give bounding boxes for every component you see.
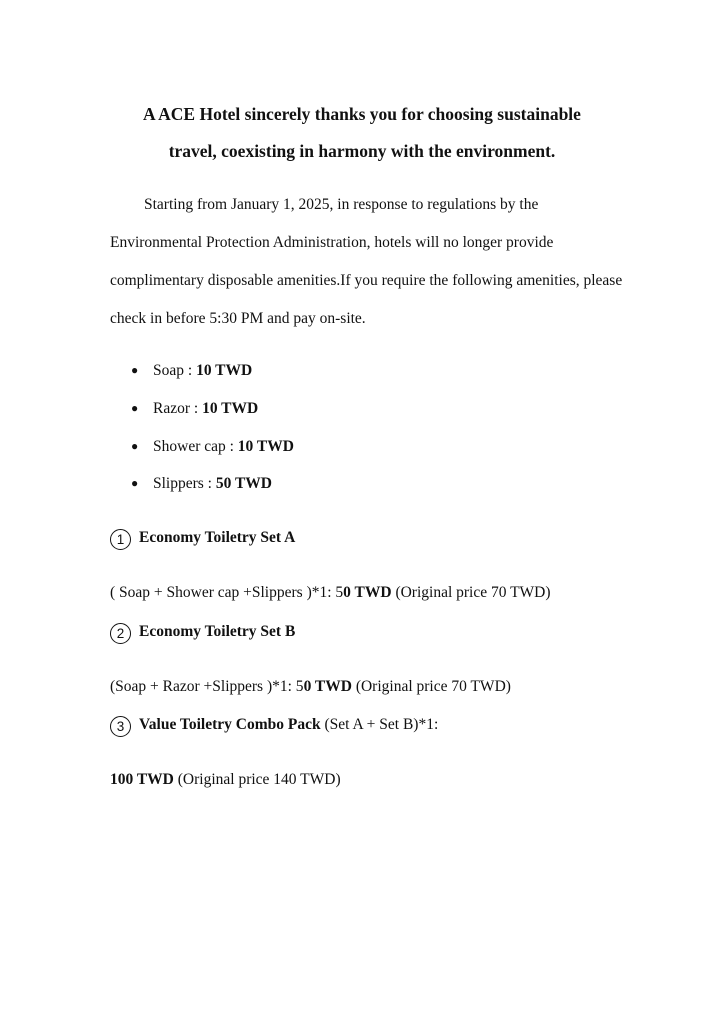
bullet-icon: ●	[131, 476, 139, 490]
amenity-name: Soap :	[153, 362, 193, 379]
set-a-price: 0 TWD	[343, 584, 392, 601]
intro-paragraph: Starting from January 1, 2025, in response to regulations by the Environmental Protection Administration, hotels will no longer provide complimentary disposable amenities.If you require the following amenities, please check in before 5:30 PM and pay on-site.	[110, 196, 623, 327]
combo-title: Value Toiletry Combo Pack	[139, 716, 321, 733]
amenity-name: Slippers :	[153, 475, 212, 492]
page-title	[60, 96, 664, 170]
list-item	[131, 396, 258, 421]
amenity-name: Shower cap :	[153, 438, 234, 455]
set-b-original-price: (Original price 70 TWD)	[351, 678, 511, 695]
bullet-icon: ●	[131, 363, 139, 377]
set-b-heading	[110, 619, 295, 645]
bullet-icon: ●	[131, 401, 139, 415]
circled-number-1-icon: 1	[110, 529, 131, 550]
set-b-detail-prefix: (Soap + Razor +Slippers )*1: 5	[110, 678, 304, 695]
amenity-price: 50 TWD	[215, 475, 273, 492]
set-a-detail-prefix: ( Soap + Shower cap +Slippers )*1: 5	[110, 584, 344, 601]
set-b-detail	[110, 675, 511, 699]
list-item	[131, 471, 272, 496]
combo-heading-suffix: (Set A + Set B)*1:	[320, 716, 439, 733]
title-line-2: travel, coexisting in harmony with the environment.	[168, 141, 556, 161]
combo-price: 100 TWD	[110, 771, 174, 788]
list-item	[131, 358, 252, 383]
set-b-price: 0 TWD	[303, 678, 352, 695]
title-line-1: A ACE Hotel sincerely thanks you for choosing sustainable	[143, 104, 581, 124]
combo-detail	[110, 768, 341, 792]
circled-number-2-icon: 2	[110, 623, 131, 644]
amenity-price: 10 TWD	[202, 400, 259, 417]
set-a-heading	[110, 525, 295, 551]
amenity-name: Razor :	[153, 400, 199, 417]
circled-number-3-icon: 3	[110, 716, 131, 737]
set-a-title: Economy Toiletry Set A	[139, 529, 296, 546]
bullet-icon: ●	[131, 439, 139, 453]
combo-original-price: (Original price 140 TWD)	[173, 771, 341, 788]
set-a-detail	[110, 581, 551, 605]
list-item	[131, 434, 294, 459]
combo-heading	[110, 712, 438, 738]
amenity-price: 10 TWD	[196, 362, 253, 379]
amenity-price: 10 TWD	[237, 438, 294, 455]
set-b-title: Economy Toiletry Set B	[139, 623, 296, 640]
set-a-original-price: (Original price 70 TWD)	[391, 584, 551, 601]
